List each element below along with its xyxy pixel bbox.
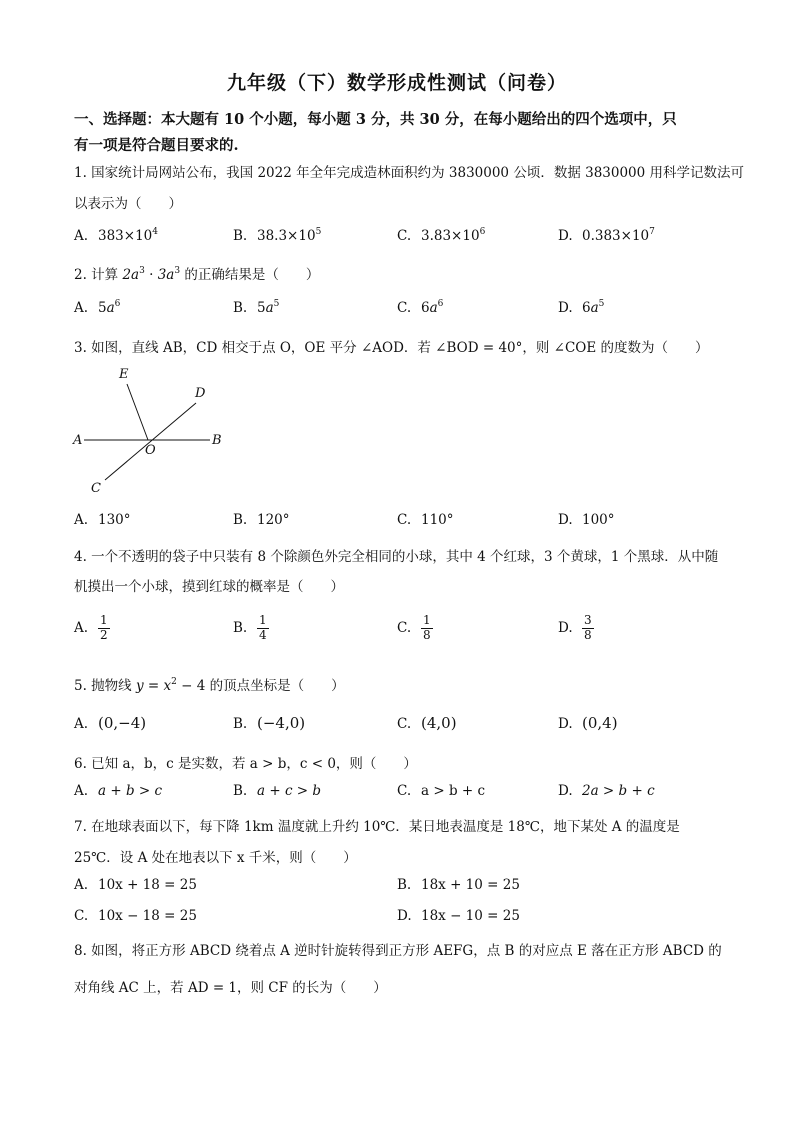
q3-option-b[interactable]: B. 120° [233, 512, 290, 528]
q6-option-d[interactable]: D. 2a > b + c [558, 783, 655, 799]
q4-text-line1: 4. 一个不透明的袋子中只装有 8 个除颜色外完全相同的小球，其中 4 个红球，3 个黄球，1 个黑球．从中随 [74, 549, 719, 565]
q7-text-line2: 25℃．设 A 处在地表以下 x 千米，则（ ） [74, 850, 357, 866]
q2-option-b[interactable]: B. $5a^5$ [233, 299, 280, 316]
q7-option-d[interactable]: D. 18x − 10 = 25 [397, 908, 520, 924]
q5-option-d[interactable]: D. (0,4) [558, 714, 618, 732]
label-c: C [91, 481, 101, 496]
q2-option-a[interactable]: A. $5a^6$ [74, 299, 121, 316]
label-b: B [212, 433, 222, 448]
label-o: O [145, 443, 156, 458]
q4-option-a[interactable]: A. $\frac{1}{2}$ [74, 613, 108, 642]
q5-option-a[interactable]: A. (0,−4) [74, 714, 147, 732]
label-e: E [119, 367, 129, 382]
q4-option-d[interactable]: D. $\frac{3}{8}$ [558, 613, 592, 642]
q4-text-line2: 机摸出一个小球，摸到红球的概率是（ ） [74, 579, 344, 595]
q3-figure-lines [70, 365, 230, 500]
q5-option-c[interactable]: C. (4,0) [397, 714, 457, 732]
q2-option-d[interactable]: D. $6a^5$ [558, 299, 605, 316]
q6-option-c[interactable]: C. a > b + c [397, 783, 486, 799]
q1-option-a[interactable]: A. $383\times 10^4$ [74, 227, 158, 244]
q7-option-b[interactable]: B. 18x + 10 = 25 [397, 877, 520, 893]
ray-oe [127, 384, 148, 440]
q8-text-line1: 8. 如图，将正方形 ABCD 绕着点 A 逆时针旋转得到正方形 AEFG，点 B 的对应点 E 落在正方形 ABCD 的 [74, 943, 722, 959]
q1-text-line2: 以表示为（ ） [74, 196, 182, 212]
q7-text-line1: 7. 在地球表面以下，每下降 1km 温度就上升约 10℃．某日地表温度是 18℃，地下某处 A 的温度是 [74, 819, 680, 835]
q3-option-c[interactable]: C. 110° [397, 512, 454, 528]
q3-option-a[interactable]: A. 130° [74, 512, 131, 528]
section-header-line2: 有一项是符合题目要求的. [74, 137, 239, 154]
q1-text-line1: 1. 国家统计局网站公布，我国 2022 年全年完成造林面积约为 3830000 公顷．数据 3830000 用科学记数法可 [74, 165, 745, 181]
q5-option-b[interactable]: B. (−4,0) [233, 714, 306, 732]
q2-text: 2. 计算 $2a^3 \cdot 3a^3$ 的正确结果是（ ） [74, 266, 320, 283]
page-title: 九年级（下）数学形成性测试（问卷） [226, 72, 567, 94]
label-d: D [195, 386, 206, 401]
q4-option-b[interactable]: B. $\frac{1}{4}$ [233, 613, 267, 642]
q6-text: 6. 已知 a，b，c 是实数，若 a > b，c < 0，则（ ） [74, 756, 417, 772]
q7-option-c[interactable]: C. 10x − 18 = 25 [74, 908, 197, 924]
q4-option-c[interactable]: C. $\frac{1}{8}$ [397, 613, 431, 642]
q6-option-b[interactable]: B. a + c > b [233, 783, 322, 799]
line-cd [105, 403, 196, 480]
q5-text: 5. 抛物线 $y = x^2 - 4$ 的顶点坐标是（ ） [74, 677, 345, 694]
q1-option-c[interactable]: C. $3.83\times 10^6$ [397, 227, 486, 244]
q3-option-d[interactable]: D. 100° [558, 512, 615, 528]
q1-option-b[interactable]: B. $38.3\times 10^5$ [233, 227, 322, 244]
q6-option-a[interactable]: A. a + b > c [74, 783, 163, 799]
q3-figure [70, 365, 230, 500]
q7-option-a[interactable]: A. 10x + 18 = 25 [74, 877, 197, 893]
q3-text: 3. 如图，直线 AB，CD 相交于点 O，OE 平分 ∠AOD．若 ∠BOD = 40°，则 ∠COE 的度数为（ ） [74, 340, 709, 356]
q8-text-line2: 对角线 AC 上，若 AD = 1，则 CF 的长为（ ） [74, 980, 387, 996]
q2-option-c[interactable]: C. $6a^6$ [397, 299, 444, 316]
label-a: A [73, 433, 83, 448]
section-header-line1: 一、选择题：本大题有 10 个小题，每小题 3 分，共 30 分，在每小题给出的四个选项中，只 [74, 111, 677, 128]
q1-option-d[interactable]: D. $0.383\times 10^7$ [558, 227, 655, 244]
